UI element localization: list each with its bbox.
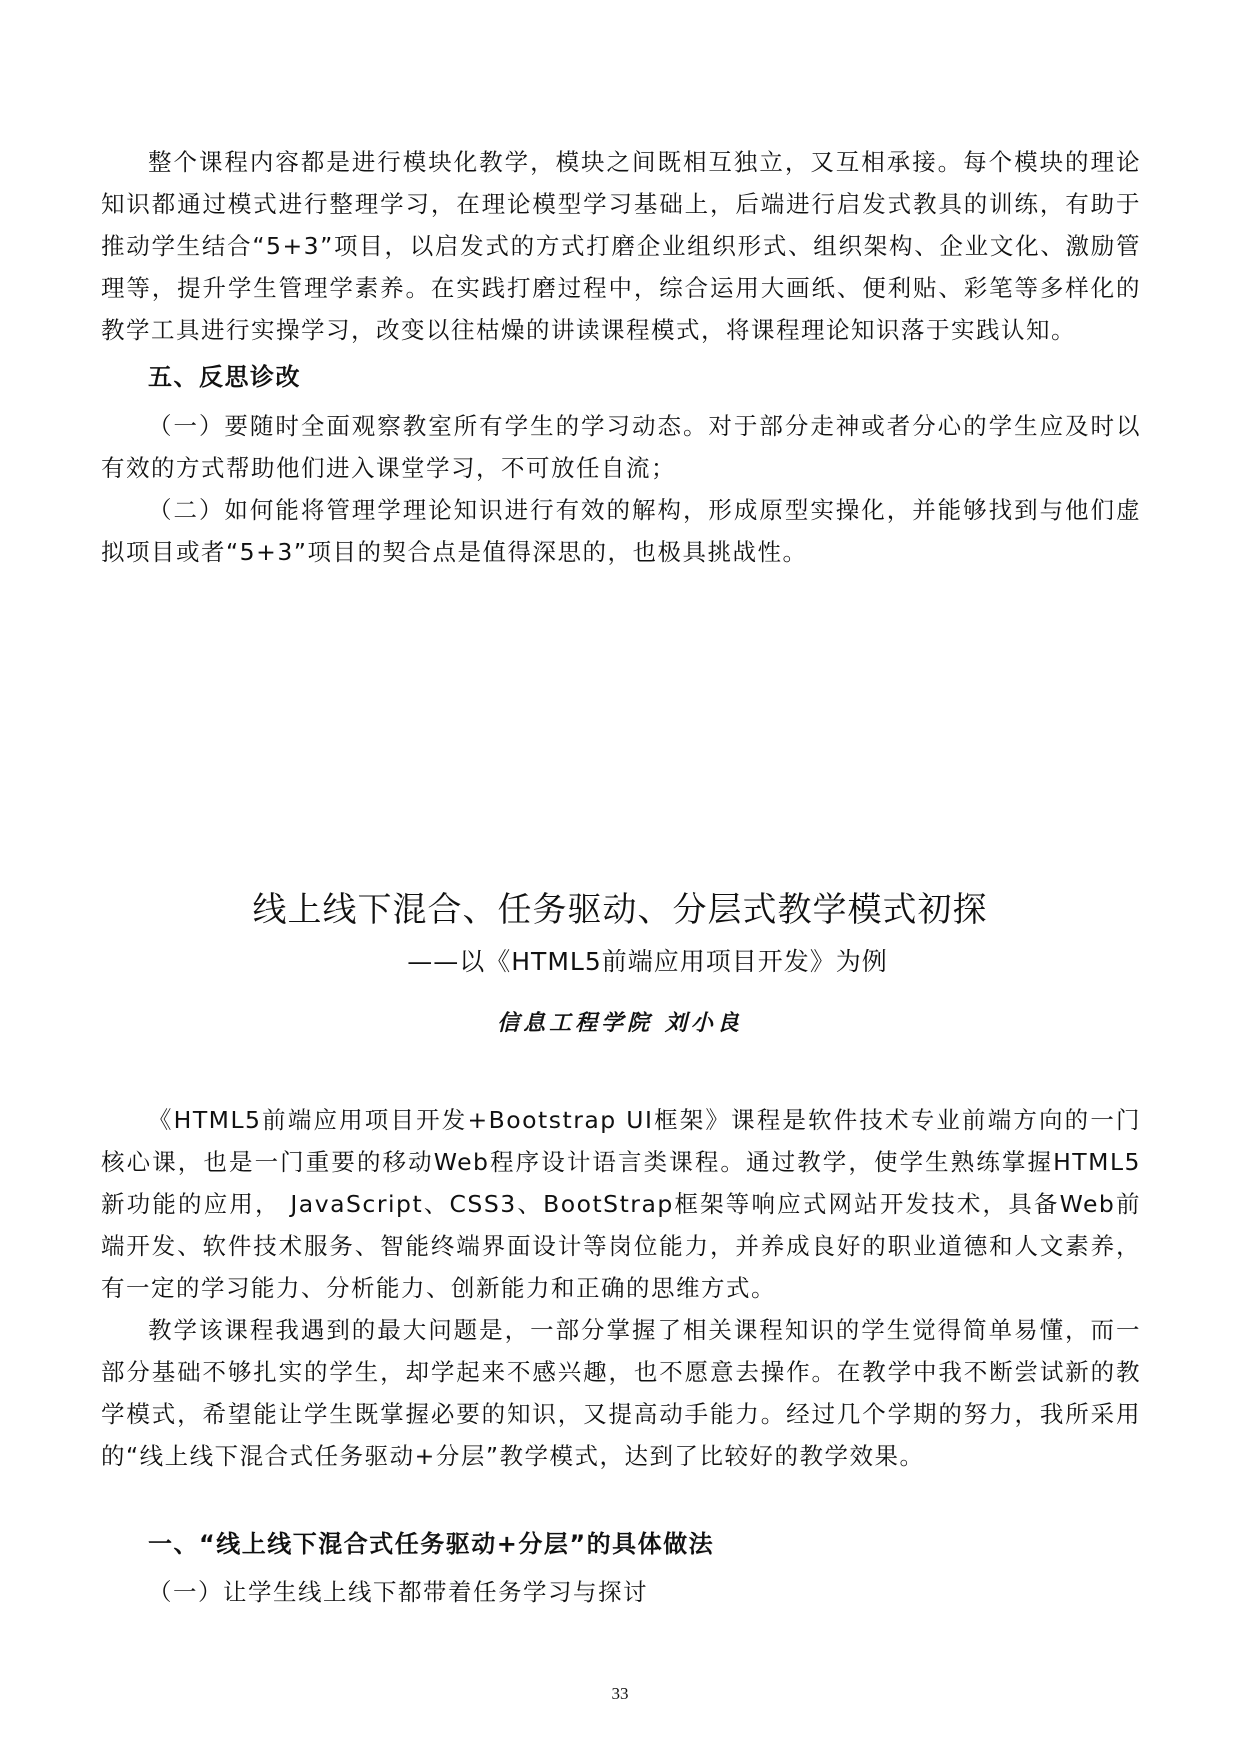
section-heading-practice: 一、“线上线下混合式任务驱动+分层”的具体做法 (148, 1530, 715, 1558)
paragraph-teaching-problem: 教学该课程我遇到的最大问题是，一部分掌握了相关课程知识的学生觉得简单易懂，而一部分基础不够扎实的学生，却学起来不感兴趣，也不愿意去操作。在教学中我不断尝试新的教学模式，希望能让学生既掌握必要的知识，又提高动手能力。经过几个学期的努力，我所采用的“线上线下混合式任务驱动+分层”教学模式，达到了比较好的教学效果。 (101, 1316, 1141, 1470)
author-byline: 信息工程学院 刘小良 (497, 1010, 743, 1036)
paragraph-module-teaching: 整个课程内容都是进行模块化教学，模块之间既相互独立，又互相承接。每个模块的理论知识都通过模式进行整理学习，在理论模型学习基础上，后端进行启发式教具的训练，有助于推动学生结合“5+3”项目，以启发式的方式打磨企业组织形式、组织架构、企业文化、激励管理等，提升学生管理学素养。在实践打磨过程中，综合运用大画纸、便利贴、彩笔等多样化的教学工具进行实操学习，改变以往枯燥的讲读课程模式，将课程理论知识落于实践认知。 (101, 148, 1141, 344)
subsection-heading-tasks: （一）让学生线上线下都带着任务学习与探讨 (148, 1578, 648, 1606)
reflection-item-1: （一）要随时全面观察教室所有学生的学习动态。对于部分走神或者分心的学生应及时以有效的方式帮助他们进入课堂学习，不可放任自流； (101, 412, 1141, 482)
article-title: 线上线下混合、任务驱动、分层式教学模式初探 (252, 890, 988, 930)
section-heading-reflection: 五、反思诊改 (148, 363, 301, 391)
paragraph-course-intro: 《HTML5前端应用项目开发+Bootstrap UI框架》课程是软件技术专业前端方向的一门核心课，也是一门重要的移动Web程序设计语言类课程。通过教学，使学生熟练掌握HTML5新功能的应用， JavaScript、CSS3、BootStrap框架等响应式网站开发技术，具备Web前端开发、软件技术服务、智能终端界面设计等岗位能力，并养成良好的职业道德和人文素养，有一定的学习能力、分析能力、创新能力和正确的思维方式。 (101, 1106, 1141, 1302)
article-subtitle: ——以《HTML5前端应用项目开发》为例 (407, 947, 888, 976)
reflection-item-2: （二）如何能将管理学理论知识进行有效的解构，形成原型实操化，并能够找到与他们虚拟项目或者“5+3”项目的契合点是值得深思的，也极具挑战性。 (101, 496, 1141, 566)
page-number: 33 (611, 1684, 629, 1703)
